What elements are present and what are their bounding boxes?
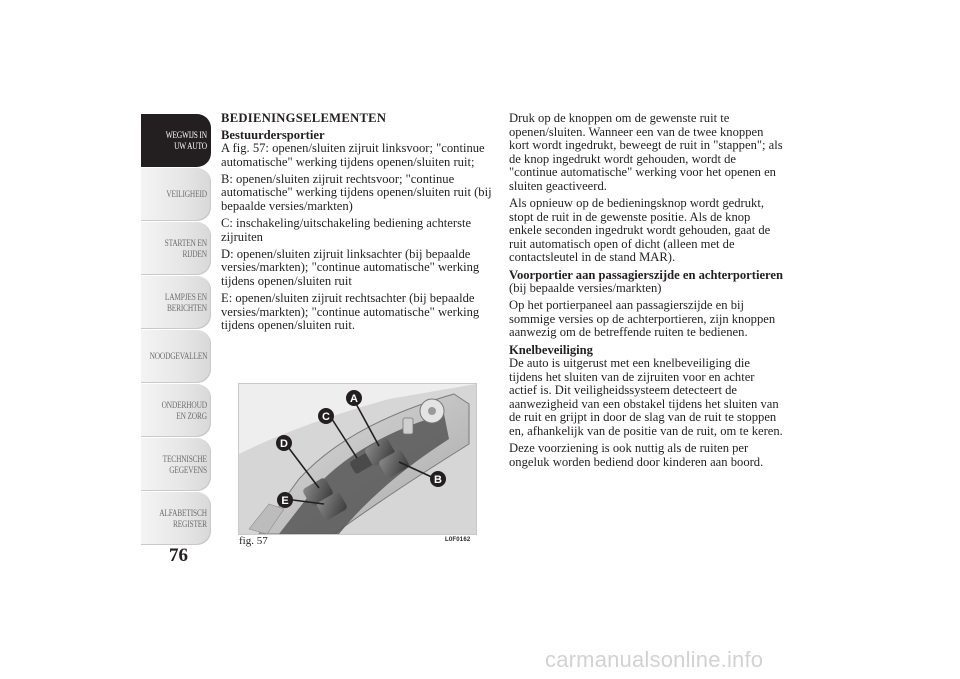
- callout-b-icon: [430, 471, 446, 487]
- page-number: 76: [169, 545, 188, 566]
- tab-label: ALFABETISCH REGISTER: [159, 507, 207, 529]
- tab-label: STARTEN EN RIJDEN: [164, 237, 207, 259]
- tab-label: VEILIGHEID: [166, 189, 207, 199]
- paragraph: E: openen/sluiten zijruit rechtsachter (bij bepaalde versies/markten); "continue automatische" werking tijdens openen/sluiten ruit.: [221, 291, 480, 333]
- tab-technische[interactable]: [141, 438, 211, 491]
- watermark: carmanualsonline.info: [545, 647, 764, 672]
- tab-label: LAMPJES EN BERICHTEN: [164, 291, 207, 313]
- paragraph: Op het portierpaneel aan passagierszijde en bij sommige versies op de achterportieren, zijn knoppen aanwezig om de betreffende ruiten te bedienen.: [509, 298, 776, 340]
- paragraph: Druk op de knoppen om de gewenste ruit te openen/sluiten. Wanneer een van de twee knoppen kort wordt ingedrukt, beweegt de ruit in "stappen"; als de knop ingedrukt wordt gehouden, wordt de "continue automatische" werking voor het openen en sluiten geactiveerd.: [509, 111, 783, 193]
- callout-a-icon: [346, 390, 362, 406]
- paragraph: A fig. 57: openen/sluiten zijruit linksvoor; "continue automatische" werking tijdens openen/sluiten ruit;: [221, 141, 485, 169]
- subheading: Knelbeveiliging: [509, 342, 593, 357]
- paragraph: D: openen/sluiten zijruit linksachter (bij bepaalde versies/markten); "continue automatische" werking tijdens openen/sluiten ruit: [221, 246, 480, 289]
- paragraph: Deze voorziening is ook nuttig als de ruiten per ongeluk worden bediend door kinderen aan boord.: [509, 441, 764, 469]
- chapter-tabs: [141, 114, 211, 546]
- callout-d-icon: [276, 435, 292, 451]
- tab-label: ONDERHOUD EN ZORG: [161, 399, 207, 421]
- tab-label: WEGWIJS IN UW AUTO: [165, 129, 207, 151]
- paragraph: C: inschakeling/uitschakeling bediening achterste zijruiten: [221, 216, 472, 244]
- figure-window-controls: [238, 383, 477, 535]
- subheading-note: (bij bepaalde versies/markten): [509, 281, 662, 296]
- tab-onderhoud[interactable]: [141, 384, 211, 437]
- callout-c-icon: [318, 408, 334, 424]
- section-heading: BEDIENINGSELEMENTEN: [221, 111, 387, 125]
- tab-wegwijs[interactable]: [141, 114, 211, 167]
- tab-label: TECHNISCHE GEGEVENS: [162, 453, 207, 475]
- callout-b-label: B: [434, 474, 442, 486]
- callout-e-icon: [277, 492, 293, 508]
- subheading: Voorportier aan passagierszijde en achterportieren: [509, 267, 783, 282]
- left-column: [221, 112, 495, 336]
- paragraph: B: openen/sluiten zijruit rechtsvoor; "continue automatische" werking tijdens openen/sluiten ruit (bij bepaalde versies/markten): [221, 171, 492, 214]
- tab-noodgevallen[interactable]: [141, 330, 211, 383]
- tab-label: NOODGEVALLEN: [149, 351, 207, 361]
- callout-e-label: E: [281, 495, 289, 507]
- figure-caption: fig. 57: [239, 535, 268, 547]
- callout-layer: [239, 384, 476, 534]
- tab-veiligheid[interactable]: [141, 168, 211, 221]
- tab-alfabetisch[interactable]: [141, 492, 211, 545]
- tab-lampjes[interactable]: [141, 276, 211, 329]
- callout-d-label: D: [280, 438, 288, 450]
- paragraph: De auto is uitgerust met een knelbeveiliging die tijdens het sluiten van de zijruiten voor en achter actief is. Dit veiligheidssysteem detecteert de aanwezigheid van een obstakel tijdens het sluiten van de ruit en grijpt in door de slag van de ruit te stoppen en, afhankelijk van de positie van de ruit, om te keren.: [509, 356, 783, 439]
- paragraph: Als opnieuw op de bedieningsknop wordt gedrukt, stopt de ruit in de gewenste positie. Als de knop enkele seconden ingedrukt wordt gehouden, gaat de ruit automatisch open of dicht (alleen met de contactsleutel in de stand MAR).: [509, 196, 771, 265]
- right-column: [509, 112, 785, 473]
- figure-code: L0F0162: [445, 537, 471, 543]
- callout-a-label: A: [350, 393, 358, 405]
- tab-starten[interactable]: [141, 222, 211, 275]
- callout-c-label: C: [322, 411, 330, 423]
- subheading: Bestuurdersportier: [221, 127, 325, 142]
